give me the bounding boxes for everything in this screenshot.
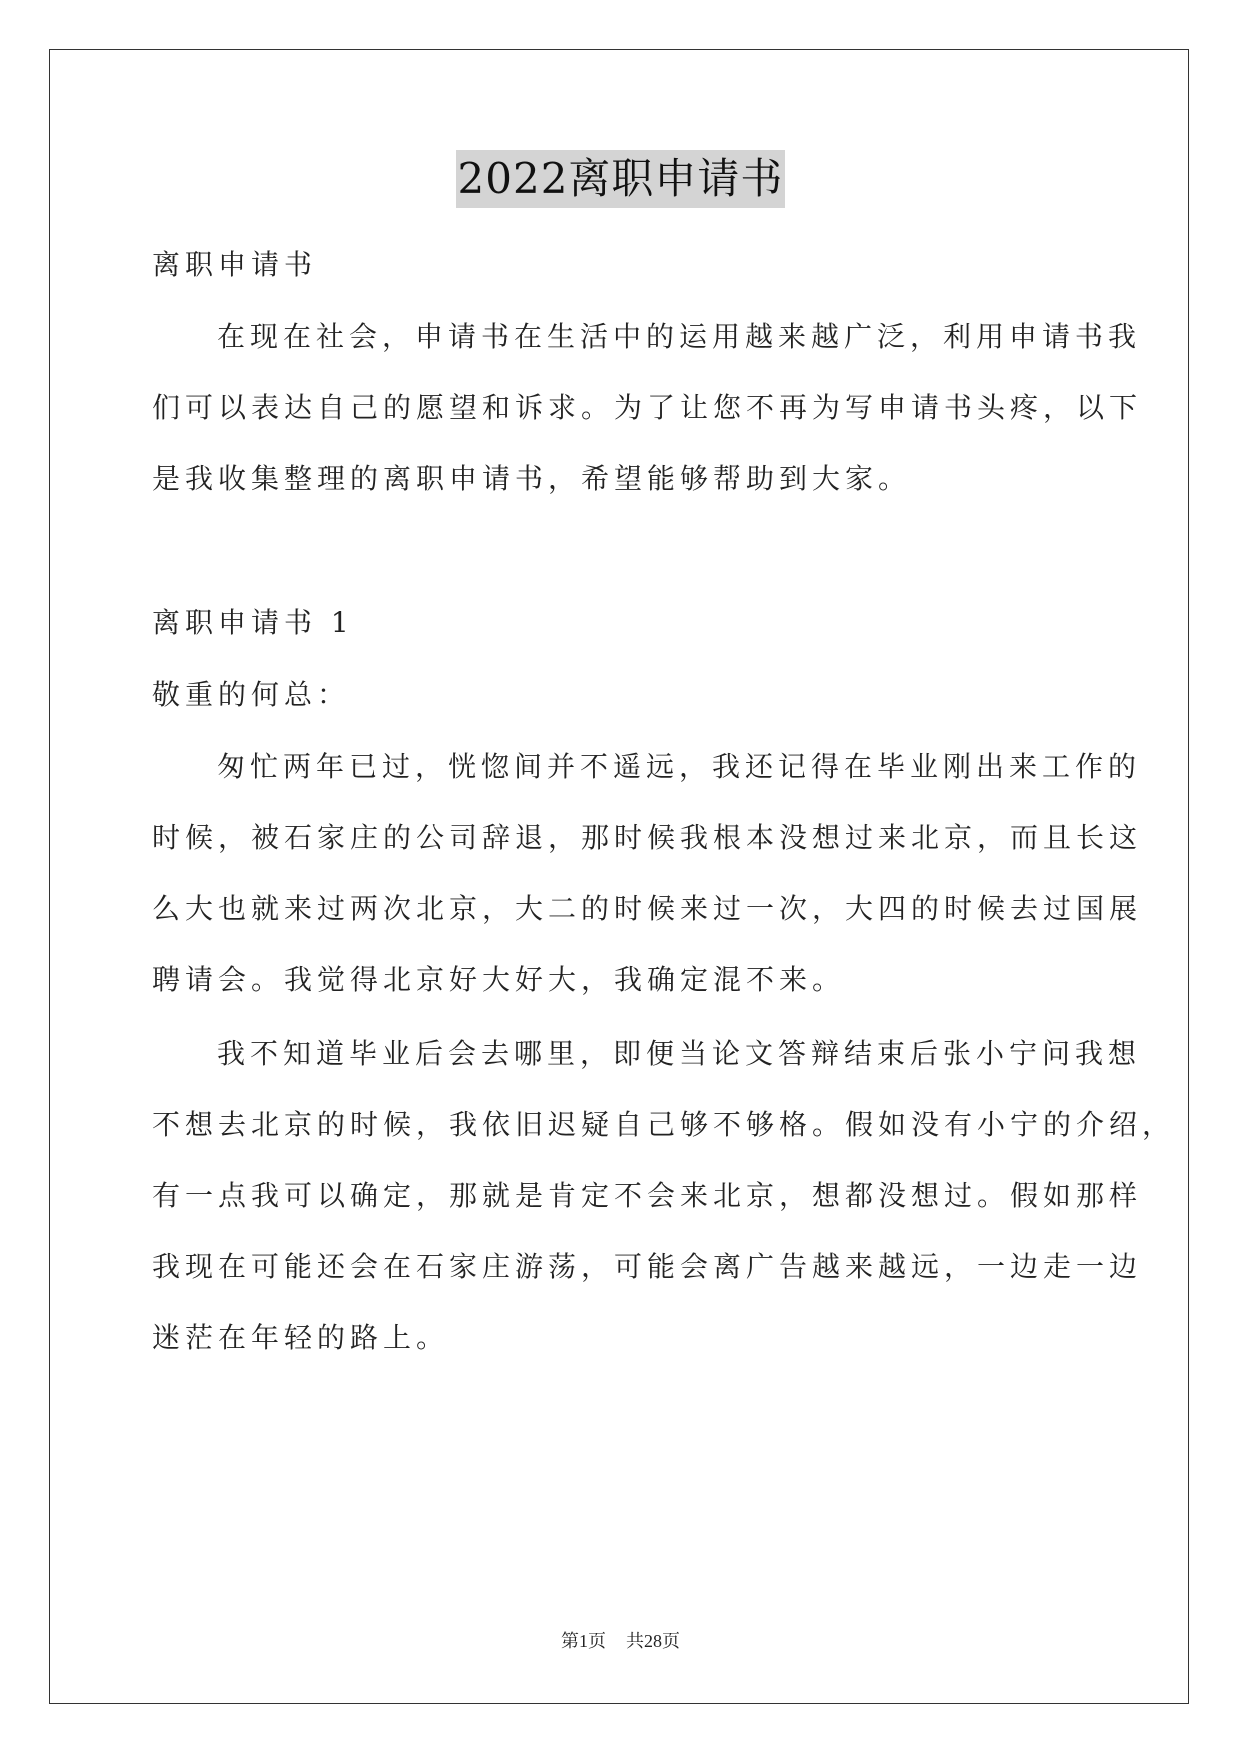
text-line: 是我收集整理的离职申请书，希望能够帮助到大家。 — [152, 462, 912, 495]
page-footer — [0, 1627, 1241, 1653]
body-paragraph — [152, 731, 1143, 1015]
text-line: 迷茫在年轻的路上。 — [152, 1321, 450, 1354]
text-line: 么大也就来过两次北京，大二的时候来过一次，大四的时候去过国展 — [152, 892, 1143, 925]
text-line: 在现在社会，申请书在生活中的运用越来越广泛，利用申请书我 — [217, 320, 1142, 353]
body-paragraph — [152, 1018, 1176, 1373]
text-line: 我不知道毕业后会去哪里，即便当论文答辩结束后张小宁问我想 — [217, 1037, 1142, 1070]
text-line: 敬重的何总： — [152, 678, 351, 711]
section-heading — [152, 587, 1102, 658]
text-line: 不想去北京的时候，我依旧迟疑自己够不够格。假如没有小宁的介绍， — [152, 1108, 1176, 1141]
page-number: 第1页 — [561, 1631, 606, 1651]
intro-heading — [152, 229, 1102, 300]
text-line: 我现在可能还会在石家庄游荡，可能会离广告越来越远，一边走一边 — [152, 1250, 1143, 1283]
salutation — [152, 659, 1102, 730]
text-line: 离职申请书 1 — [152, 606, 354, 639]
text-line: 离职申请书 — [152, 248, 318, 281]
intro-paragraph — [152, 301, 1143, 514]
page-total: 共28页 — [626, 1631, 680, 1651]
text-line: 聘请会。我觉得北京好大好大，我确定混不来。 — [152, 963, 846, 996]
title-container — [0, 150, 1241, 208]
text-line: 有一点我可以确定，那就是肯定不会来北京，想都没想过。假如那样 — [152, 1179, 1143, 1212]
text-line: 们可以表达自己的愿望和诉求。为了让您不再为写申请书头疼，以下 — [152, 391, 1143, 424]
text-line: 时候，被石家庄的公司辞退，那时候我根本没想过来北京，而且长这 — [152, 821, 1143, 854]
document-title: 2022离职申请书 — [456, 150, 786, 208]
text-line: 匆忙两年已过，恍惚间并不遥远，我还记得在毕业刚出来工作的 — [217, 750, 1142, 783]
